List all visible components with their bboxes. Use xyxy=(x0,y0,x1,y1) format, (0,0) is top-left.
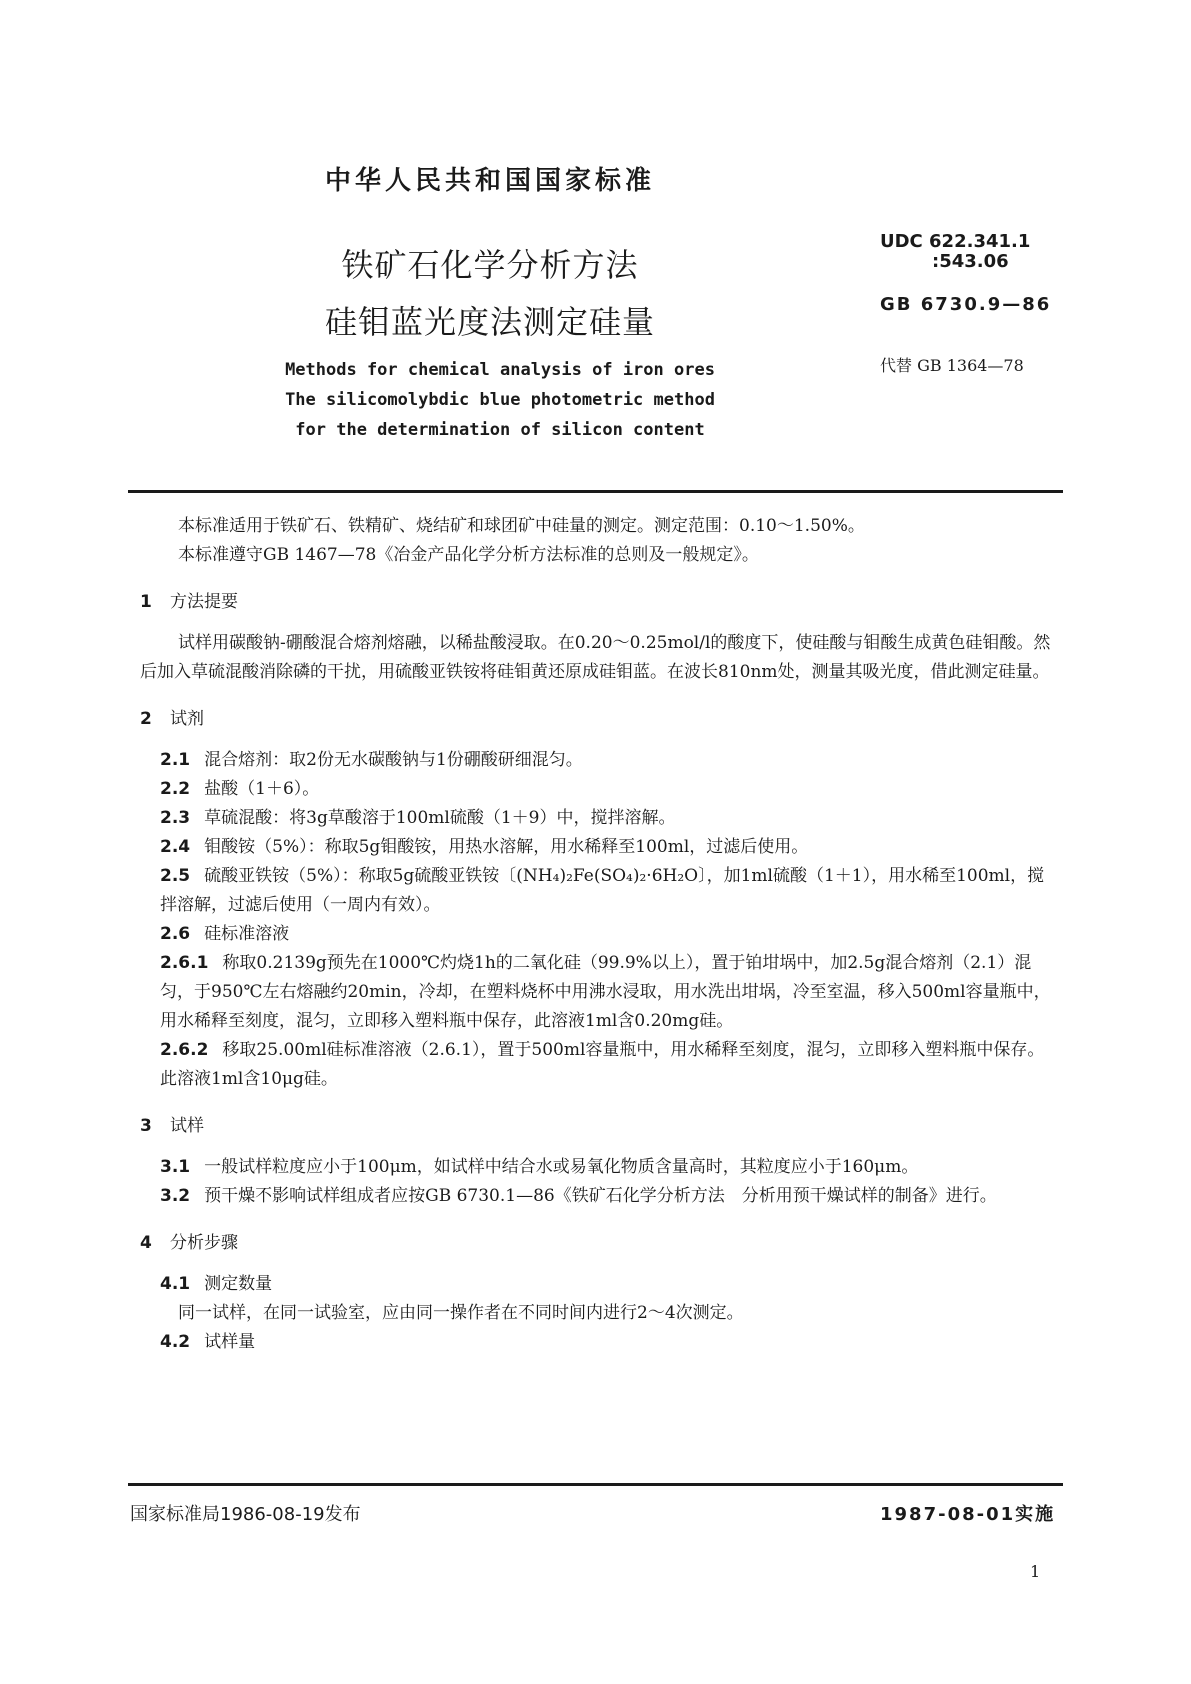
clause-2-1 xyxy=(140,746,1055,775)
section-2-heading xyxy=(140,705,1055,734)
clause-2-6-text: 硅标准溶液 xyxy=(204,924,290,944)
title-en-line2: The silicomolybdic blue photometric method xyxy=(285,390,715,410)
section-4-heading xyxy=(140,1229,1055,1258)
replaces-note: 代替 GB 1364—78 xyxy=(880,356,1024,375)
udc-line1: UDC 622.341.1 xyxy=(880,231,1031,252)
udc-code xyxy=(880,232,1030,272)
section-2-number: 2 xyxy=(140,709,152,729)
clause-4-1-text: 测定数量 xyxy=(204,1274,273,1294)
clause-2-6-2-number: 2.6.2 xyxy=(160,1040,209,1060)
clause-2-6-2 xyxy=(140,1036,1055,1094)
clause-4-1 xyxy=(140,1270,1055,1299)
clause-2-5-text: 硫酸亚铁铵（5%）：称取5g硫酸亚铁铵〔(NH₄)₂Fe(SO₄)₂·6H₂O〕，加1ml硫酸（1＋1），用水稀至100ml，搅拌溶解，过滤后使用（一周内有效）。 xyxy=(160,866,1045,915)
title-cn-line1: 铁矿石化学分析方法 xyxy=(341,246,639,284)
bottom-rule xyxy=(128,1483,1063,1486)
effective-date: 1987-08-01实施 xyxy=(880,1504,1056,1525)
clause-3-2-text: 预干燥不影响试样组成者应按GB 6730.1—86《铁矿石化学分析方法 分析用预干燥试样的制备》进行。 xyxy=(204,1186,997,1206)
title-cn-line2: 硅钼蓝光度法测定硅量 xyxy=(324,303,655,341)
intro-paragraph-2: 本标准遵守GB 1467—78《冶金产品化学分析方法标准的总则及一般规定》。 xyxy=(178,545,759,565)
section-3-number: 3 xyxy=(140,1116,152,1136)
clause-2-4-text: 钼酸铵（5%）：称取5g钼酸铵，用热水溶解，用水稀释至100ml，过滤后使用。 xyxy=(204,837,809,857)
national-standard-heading: 中华人民共和国国家标准 xyxy=(325,166,656,196)
clause-2-5-number: 2.5 xyxy=(160,866,191,886)
clause-2-6-1-number: 2.6.1 xyxy=(160,953,209,973)
clause-2-6-2-text: 移取25.00ml硅标准溶液（2.6.1），置于500ml容量瓶中，用水稀释至刻度，混匀，立即移入塑料瓶中保存。此溶液1ml含10μg硅。 xyxy=(160,1040,1045,1089)
clause-2-6-1-text: 称取0.2139g预先在1000℃灼烧1h的二氧化硅（99.9%以上），置于铂坩埚中，加2.5g混合熔剂（2.1）混匀，于950℃左右熔融约20min，冷却，在塑料烧杯中用沸水浸取，用水洗出坩埚，冷至室温，移入500ml容量瓶中，用水稀释至刻度，混匀，立即移入塑料瓶中保存，此溶液1ml含0.20mg硅。 xyxy=(160,953,1051,1031)
section-3-title: 试样 xyxy=(170,1116,204,1136)
clause-3-2 xyxy=(140,1182,1055,1211)
clause-4-2 xyxy=(140,1328,1055,1357)
page-number: 1 xyxy=(1030,1562,1041,1581)
clause-3-1-text: 一般试样粒度应小于100μm，如试样中结合水或易氧化物质含量高时，其粒度应小于160μm。 xyxy=(204,1157,919,1177)
clause-3-1 xyxy=(140,1153,1055,1182)
clause-2-1-number: 2.1 xyxy=(160,750,191,770)
gb-code: GB 6730.9—86 xyxy=(880,294,1052,315)
clause-2-4-number: 2.4 xyxy=(160,837,191,857)
clause-2-2-text: 盐酸（1＋6）。 xyxy=(204,779,320,799)
section-1-number: 1 xyxy=(140,592,152,612)
clause-4-2-number: 4.2 xyxy=(160,1332,191,1352)
clause-3-1-number: 3.1 xyxy=(160,1157,191,1177)
clause-2-1-text: 混合熔剂：取2份无水碳酸钠与1份硼酸研细混匀。 xyxy=(204,750,583,770)
intro-paragraph-1: 本标准适用于铁矿石、铁精矿、烧结矿和球团矿中硅量的测定。测定范围：0.10～1.50%。 xyxy=(178,516,865,536)
clause-2-3-text: 草硫混酸：将3g草酸溶于100ml硫酸（1＋9）中，搅拌溶解。 xyxy=(204,808,676,828)
issue-date: 国家标准局1986-08-19发布 xyxy=(130,1504,361,1525)
clause-4-1-number: 4.1 xyxy=(160,1274,191,1294)
section-2-title: 试剂 xyxy=(170,709,204,729)
clause-2-3 xyxy=(140,804,1055,833)
title-en-line3: for the determination of silicon content xyxy=(295,420,705,440)
udc-line2: :543.06 xyxy=(932,251,1009,272)
clause-2-2 xyxy=(140,775,1055,804)
title-en-line1: Methods for chemical analysis of iron ores xyxy=(285,360,715,380)
clause-2-3-number: 2.3 xyxy=(160,808,191,828)
document-body xyxy=(140,512,1055,1357)
top-rule xyxy=(128,490,1063,493)
clause-4-2-text: 试样量 xyxy=(204,1332,256,1352)
section-1-text: 试样用碳酸钠-硼酸混合熔剂熔融，以稀盐酸浸取。在0.20～0.25mol/l的酸度下，使硅酸与钼酸生成黄色硅钼酸。然后加入草硫混酸消除磷的干扰，用硫酸亚铁铵将硅钼黄还原成硅钼蓝。在波长810nm处，测量其吸光度，借此测定硅量。 xyxy=(140,633,1051,682)
clause-2-6-number: 2.6 xyxy=(160,924,191,944)
section-4-number: 4 xyxy=(140,1233,152,1253)
clause-4-1-body: 同一试样，在同一试验室，应由同一操作者在不同时间内进行2～4次测定。 xyxy=(178,1303,744,1323)
clause-2-6 xyxy=(140,920,1055,949)
clause-3-2-number: 3.2 xyxy=(160,1186,191,1206)
section-1-title: 方法提要 xyxy=(170,592,238,612)
section-3-heading xyxy=(140,1112,1055,1141)
clause-2-6-1 xyxy=(140,949,1055,1036)
section-1-heading xyxy=(140,588,1055,617)
section-4-title: 分析步骤 xyxy=(170,1233,238,1253)
clause-2-2-number: 2.2 xyxy=(160,779,191,799)
clause-2-4 xyxy=(140,833,1055,862)
clause-2-5 xyxy=(140,862,1055,920)
